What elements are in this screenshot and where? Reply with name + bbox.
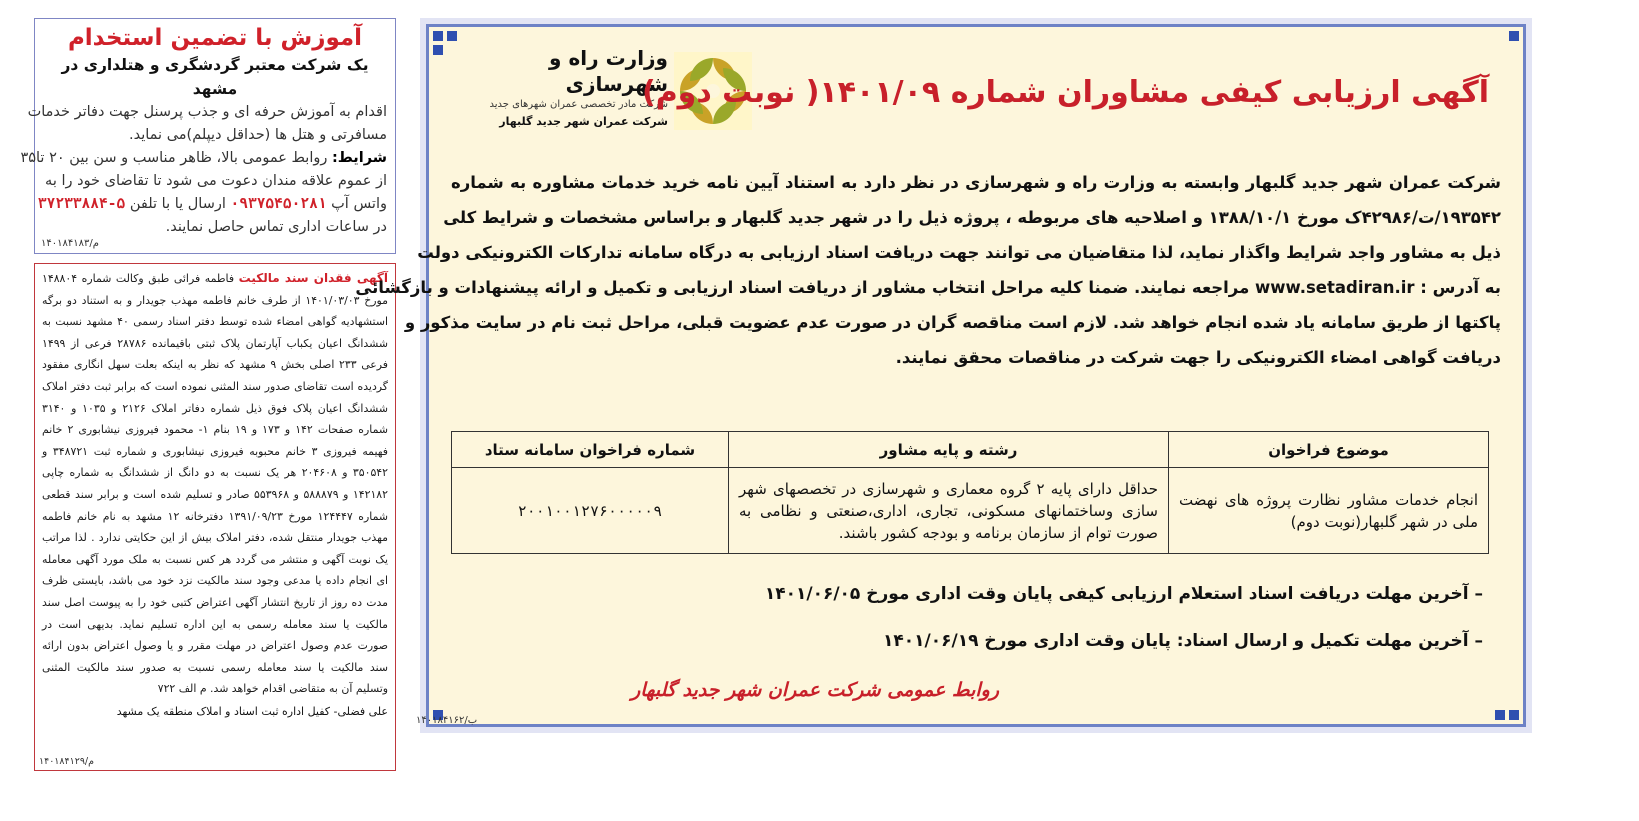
training-ad-line-4: از عموم علاقه مندان دعوت می شود تا تقاضای خود را به	[45, 173, 387, 189]
training-ad-line-6: در ساعات اداری تماس حاصل نمایند.	[165, 219, 387, 235]
ministry-logo-text	[473, 45, 668, 132]
lost-deed-text: فاطمه فرائی طبق وکالت شماره ۱۴۸۸۰۴ مورخ ۱۴۰۱/۰۳/۰۳ از طرف خانم فاطمه مهذب جویدار و به استناد دو برگه استشهادیه گواهی امضاء شده توسط دفتر اسناد رسمی ۴۰ مشهد نسبت به ششدانگ اعیان یکباب آپارتمان پلاک ثبتی باقیمانده ۲۸۷۸۶ فرعی از ۱۴۹۹ فرعی ۲۳۳ اصلی بخش ۹ مشهد که نظر به اینکه بعلت سهل انگاری مفقود گردیده است تقاضای صدور سند المثنی نموده است که برابر ثبت دفتر املاک ششدانگ اعیان پلاک فوق ذیل شماره دفاتر املاک ۲۱۲۶ و ۱۰۳۵ و ۳۱۴۰ شماره صفحات ۱۴۲ و ۱۷۳ و ۱۹ بنام ۱- محمود فیروزی نیشابوری ۲ خانم فهیمه فیروزی ۳ خانم محبوبه فیروزی نیشابوری و شماره ثبت ۳۴۸۷۲۱ و ۳۵۰۵۴۲ و ۲۰۴۶۰۸ هر یک نسبت به دو دانگ از ششدانگ به شماره چاپی ۱۴۲۱۸۲ و ۵۸۸۸۷۹ و ۵۵۳۹۶۸ صادر و تسلیم شده است و برابر سند قطعی شماره ۱۲۴۴۴۷ مورخ ۱۳۹۱/۰۹/۲۳ دفترخانه ۱۲ مشهد به نام خانم فاطمه مهذب جویدار منتقل شده، دفتر املاک بیش از این حکایتی ندارد . لذا مراتب یک نوبت آگهی و منتشر می گردد هر کس نسبت به ملک مورد آگهی معامله ای انجام داده یا مدعی وجود سند مالکیت نزد خود می باشد، بایستی ظرف مدت ده روز از تاریخ انتشار آگهی اعتراض کتبی خود را به پیوست اصل سند مالکیت یا سند معامله رسمی به این اداره تسلیم نماید. بدیهی است در صورت عدم وصول اعتراض در مهلت مقرر و یا وصول اعتراض بدون ارائه سند مالکیت یا سند معامله رسمی نسبت به صدور سند مالکیت المثنی وتسلیم آن به متقاضی اقدام خواهد شد. م الف ۷۲۲	[42, 272, 389, 696]
table-header-row	[452, 432, 1489, 468]
header-field: رشته و پایه مشاور	[729, 432, 1169, 468]
cell-field: حداقل دارای پایه ۲ گروه معماری و شهرسازی در تخصصهای شهر سازی وساختمانهای مسکونی، تجاری، اداری،صنعتی و نظامی به صورت توام از سازمان برنامه و بودجه کشور باشند.	[729, 468, 1169, 554]
cell-subject: انجام خدمات مشاور نظارت پروژه های نهضت ملی در شهر گلبهار(نوبت دوم)	[1169, 468, 1489, 554]
training-ad-line-1: اقدام به آموزش حرفه ای و جذب پرسنل جهت دفاتر خدمات	[27, 104, 387, 120]
corner-square	[1509, 710, 1519, 720]
tender-table	[451, 431, 1489, 554]
ad-body-line: ۱۹۳۵۴۲/ت/۴۲۹۸۶ک مورخ ۱۳۸۸/۱۰/۱ و اصلاحیه های مربوطه ، پروژه ذیل را در شهر جدید گلبهار و براساس مشخصات و شرایط کلی	[443, 208, 1501, 227]
ministry-name: وزارت راه و شهرسازی	[549, 46, 668, 96]
lost-deed-signature: علی فضلی- کفیل اداره ثبت اسناد و املاک منطقه یک مشهد	[116, 704, 388, 718]
ad-title: آگهی ارزیابی کیفی مشاوران شماره ۱۴۰۱/۰۹( نوبت دوم)	[641, 75, 1489, 110]
ad-body-line: شرکت عمران شهر جدید گلبهار وابسته به وزارت راه و شهرسازی در نظر دارد به استناد آیین نامه خرید خدمات مشاوره به شماره	[451, 173, 1501, 192]
parent-company-name: شرکت مادر تخصصی عمران شهرهای جدید	[489, 99, 668, 110]
corner-square	[433, 45, 443, 55]
training-ad	[20, 18, 396, 254]
training-ad-line-2: مسافرتی و هتل ها (حداقل دیپلم)می نماید.	[129, 127, 387, 143]
main-ad-code: ۱۴۰۱۸۴۱۶۲/ب	[416, 715, 478, 726]
setadiran-url: www.setadiran.ir	[1255, 278, 1415, 297]
lost-deed-code: ۱۴۰۱۸۴۱۲۹/م	[39, 756, 95, 767]
training-ad-phone: ۵-۳۷۲۳۳۸۸۴	[37, 196, 126, 212]
deadline-receive-documents: – آخرین مهلت دریافت اسناد استعلام ارزیابی کیفی پایان وقت اداری مورخ ۱۴۰۱/۰۶/۰۵	[764, 584, 1483, 604]
training-ad-conditions	[20, 147, 387, 170]
corner-square	[433, 31, 443, 41]
public-relations-signature: روابط عمومی شرکت عمران شهر جدید گلبهار	[631, 679, 999, 701]
header-number: شماره فراخوان سامانه ستاد	[452, 432, 729, 468]
corner-square	[1509, 31, 1519, 41]
cell-number: ۲۰۰۱۰۰۱۲۷۶۰۰۰۰۰۹	[452, 468, 729, 554]
ad-body-line: دریافت گواهی امضاء الکترونیکی را جهت شرکت در مناقصات محقق نمایند.	[895, 348, 1501, 367]
ad-body-line-url	[355, 270, 1501, 305]
ad-body-line: ذیل به مشاور واجد شرایط واگذار نماید، لذا متقاضیان می توانند جهت دریافت اسناد ارزیابی به درگاه سامانه تدارکات الکترونیکی دولت	[417, 243, 1501, 262]
training-ad-conditions-label: شرایط:	[331, 150, 387, 166]
corner-square	[1495, 710, 1505, 720]
deadline-submit-documents: – آخرین مهلت تکمیل و ارسال اسناد: پایان وقت اداری مورخ ۱۴۰۱/۰۶/۱۹	[883, 631, 1483, 651]
header-subject: موضوع فراخوان	[1169, 432, 1489, 468]
training-ad-contact-prefix: واتس آپ	[326, 196, 387, 212]
training-ad-title: آموزش با تضمین استخدام	[67, 25, 363, 51]
training-ad-conditions-text: روابط عمومی بالا، ظاهر مناسب و سن بین ۲۰ تا۳۵	[20, 150, 332, 166]
lost-deed-ad	[34, 263, 396, 771]
lost-deed-body	[42, 268, 388, 700]
training-ad-code: ۱۴۰۱۸۴۱۸۳/م	[41, 238, 99, 249]
training-ad-whatsapp: ۰۹۳۷۵۴۵۰۲۸۱	[230, 196, 327, 212]
table-row	[452, 468, 1489, 554]
training-ad-contact	[37, 193, 387, 216]
company-name: شرکت عمران شهر جدید گلبهار	[499, 115, 668, 128]
ad-body-url-prefix: به آدرس :	[1414, 278, 1501, 297]
training-ad-subtitle: یک شرکت معتبر گردشگری و هتلداری در مشهد	[61, 56, 369, 98]
ad-body-url-suffix: مراجعه نمایند. ضمنا کلیه مراحل انتخاب مشاور از دریافت اسناد ارزیابی و تکمیل و ارائه پیشنهادات و بازگشائی	[355, 278, 1256, 297]
lost-deed-title: آگهی فقدان سند مالکیت	[238, 271, 388, 285]
training-ad-contact-middle: ارسال یا با تلفن	[125, 196, 231, 212]
corner-square	[447, 31, 457, 41]
ad-body-line: پاکتها از طریق سامانه یاد شده انجام خواهد شد. لازم است مناقصه گران در صورت عدم عضویت قبلی، مراحل ثبت نام در سایت مذکور و	[404, 313, 1501, 332]
